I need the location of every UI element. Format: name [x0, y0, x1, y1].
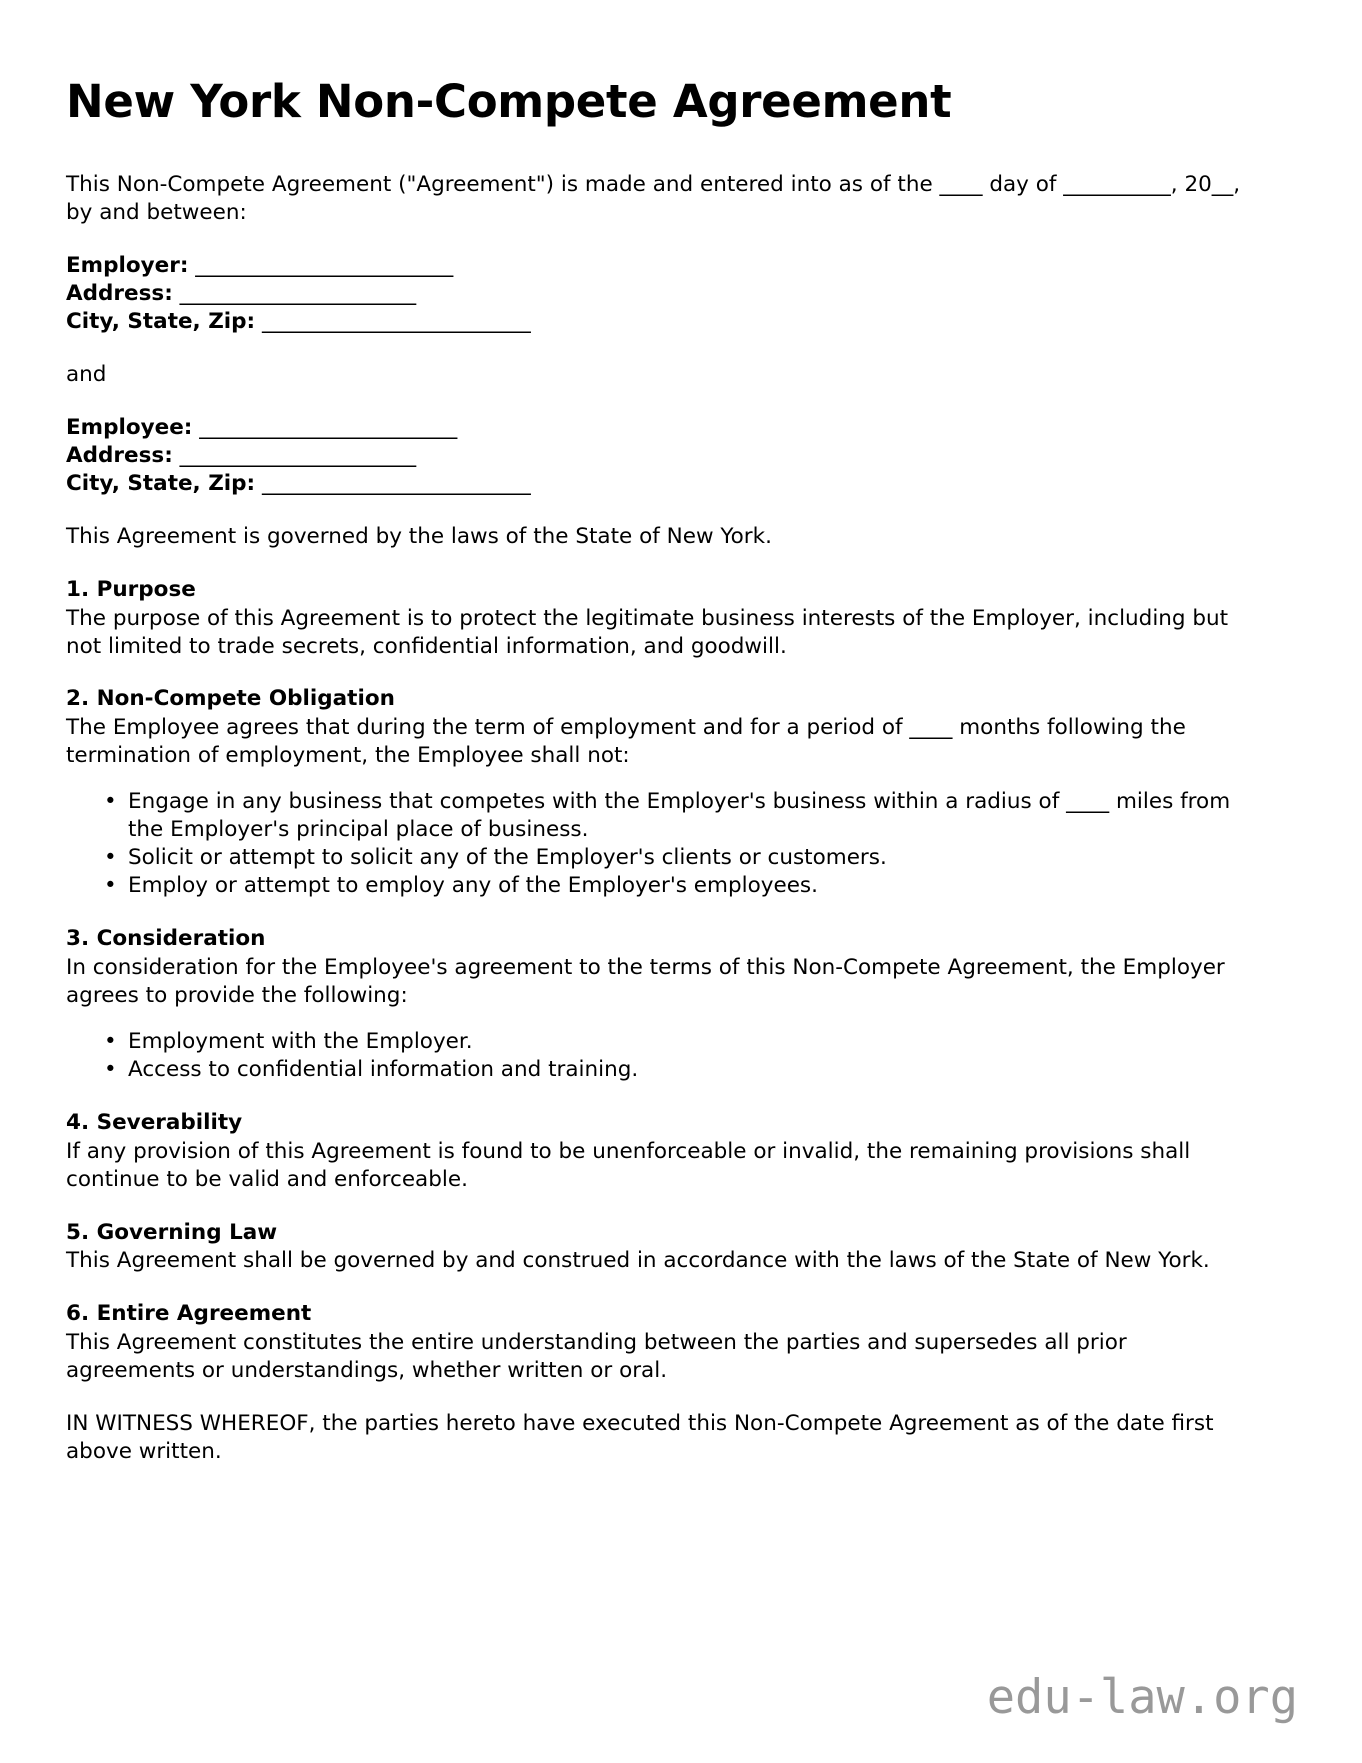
section-heading-entire-agreement: 6. Entire Agreement	[66, 1301, 312, 1327]
section-severability	[66, 1109, 1250, 1194]
closing-paragraph: IN WITNESS WHEREOF, the parties hereto have executed this Non-Compete Agreement as of the date first above written.	[66, 1411, 1214, 1465]
conjunction-line: and	[66, 361, 107, 387]
section-body-purpose: The purpose of this Agreement is to protect the legitimate business interests of the Employer, including but not limited to trade secrets, confidential information, and goodwill.	[66, 605, 1229, 659]
governing-note: This Agreement is governed by the laws of the State of New York.	[66, 523, 772, 549]
employee-name-label: Employee:	[66, 414, 193, 440]
list-item: • Employ or attempt to employ any of the Employer's employees.	[128, 872, 1250, 900]
employer-city-blank[interactable]: _________________________	[255, 309, 531, 334]
employer-party-block	[66, 252, 1250, 336]
bullet-list-consideration	[66, 1028, 1250, 1084]
section-heading-non-compete-obligation: 2. Non-Compete Obligation	[66, 686, 395, 712]
section-body-severability: If any provision of this Agreement is found to be unenforceable or invalid, the remaining provisions shall continue to be valid and enforceable.	[66, 1138, 1191, 1192]
site-watermark: edu-law.org	[986, 1670, 1298, 1725]
list-item: • Access to confidential information and training.	[128, 1056, 1250, 1084]
employee-city-line	[66, 470, 1250, 498]
section-consideration	[66, 925, 1250, 1084]
employer-name-line	[66, 252, 1250, 280]
employee-address-line	[66, 442, 1250, 470]
employee-address-label: Address:	[66, 442, 173, 468]
section-heading-consideration: 3. Consideration	[66, 926, 266, 951]
employee-city-blank[interactable]: _________________________	[255, 470, 531, 496]
section-body-governing-law: This Agreement shall be governed by and construed in accordance with the laws of the State of New York.	[66, 1248, 1210, 1274]
employer-name-blank[interactable]: ________________________	[188, 253, 454, 279]
section-heading-severability: 4. Severability	[66, 1109, 243, 1135]
list-item: • Engage in any business that competes with the Employer's business within a radius of ____ miles from the Employer's principal place of business.	[128, 788, 1250, 844]
bullet-list-non-compete-obligation	[66, 788, 1250, 900]
employee-party-block	[66, 414, 1250, 498]
employee-city-label: City, State, Zip:	[66, 470, 256, 496]
employer-address-line	[66, 280, 1250, 308]
employer-address-blank[interactable]: ______________________	[172, 281, 417, 307]
section-body-non-compete-obligation: The Employee agrees that during the term of employment and for a period of ____ months following the termination of employment, the Employee shall not:	[66, 715, 1186, 769]
employee-name-line	[66, 414, 1250, 442]
employer-city-label: City, State, Zip:	[66, 309, 256, 334]
list-item: • Employment with the Employer.	[128, 1028, 1250, 1056]
section-heading-purpose: 1. Purpose	[66, 576, 196, 602]
section-body-consideration: In consideration for the Employee's agreement to the terms of this Non-Compete Agreement, the Employer agrees to provide the following:	[66, 954, 1225, 1008]
employer-address-label: Address:	[66, 281, 173, 307]
employee-name-blank[interactable]: ________________________	[192, 414, 458, 440]
section-governing-law	[66, 1219, 1250, 1276]
intro-paragraph: This Non-Compete Agreement ("Agreement") is made and entered into as of the ____ day of __________, 20__, by and between:	[66, 172, 1241, 226]
section-heading-governing-law: 5. Governing Law	[66, 1219, 278, 1245]
section-purpose	[66, 576, 1250, 661]
section-entire-agreement	[66, 1300, 1250, 1385]
employer-name-label: Employer:	[66, 253, 189, 279]
section-body-entire-agreement: This Agreement constitutes the entire understanding between the parties and supersedes all prior agreements or understandings, whether written or oral.	[66, 1330, 1127, 1384]
list-item: • Solicit or attempt to solicit any of the Employer's clients or customers.	[128, 844, 1250, 872]
page-title: New York Non-Compete Agreement	[66, 75, 952, 128]
section-non-compete-obligation	[66, 685, 1250, 900]
employer-city-line	[66, 308, 1250, 336]
employee-address-blank[interactable]: ______________________	[172, 442, 417, 468]
